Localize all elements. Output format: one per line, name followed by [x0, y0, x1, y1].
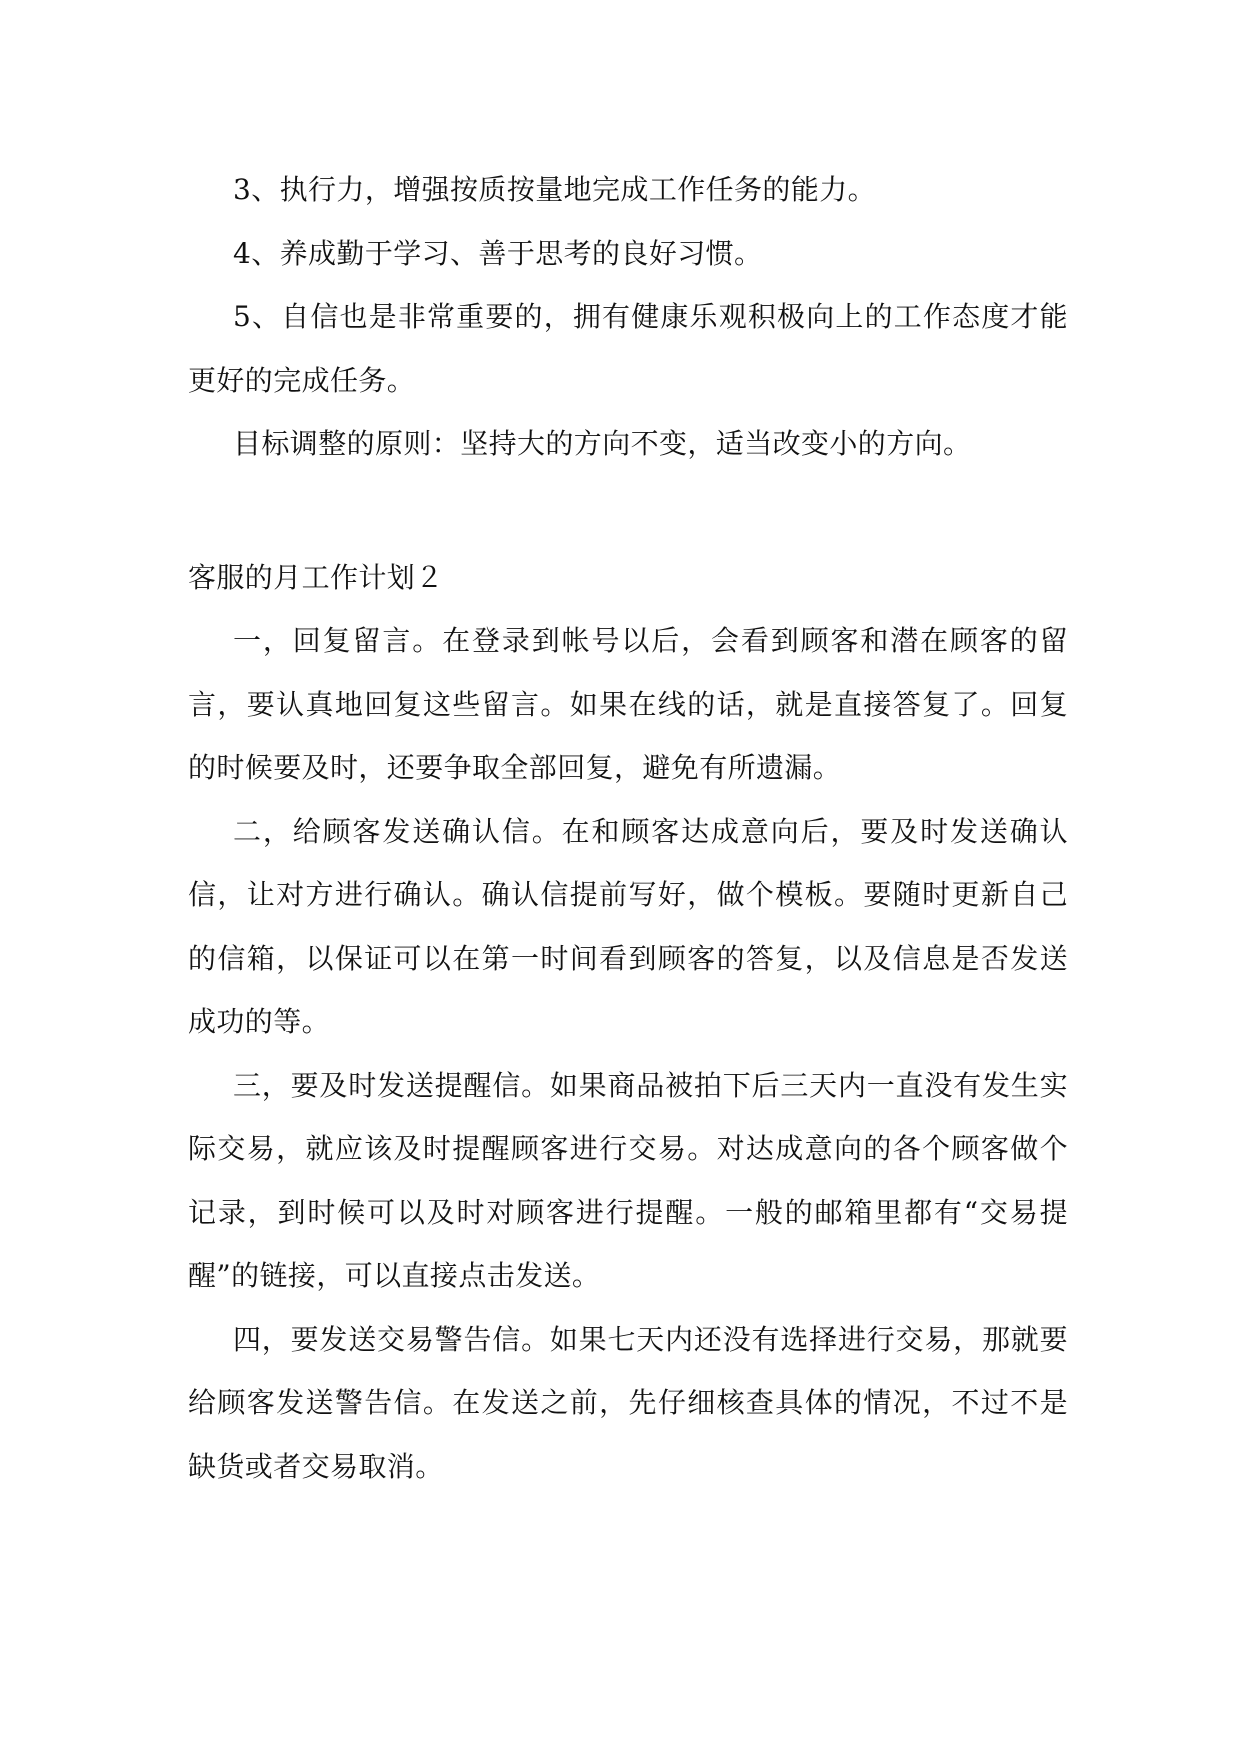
paragraph-warning-letter: 四，要发送交易警告信。如果七天内还没有选择进行交易，那就要给顾客发送警告信。在发送之前，先仔细核查具体的情况，不过不是缺货或者交易取消。 [188, 1322, 1068, 1483]
list-item-execution: 3、执行力，增强按质按量地完成工作任务的能力。 [233, 173, 877, 206]
goal-adjustment-principle: 目标调整的原则：坚持大的方向不变，适当改变小的方向。 [233, 427, 972, 460]
list-item-study-habits: 4、养成勤于学习、善于思考的良好习惯。 [233, 236, 763, 270]
paragraph-reminder-letter: 三，要及时发送提醒信。如果商品被拍下后三天内一直没有发生实际交易，就应该及时提醒顾客进行交易。对达成意向的各个顾客做个记录，到时候可以及时对顾客进行提醒。一般的邮箱里都有“交易提醒”的链接，可以直接点击发送。 [188, 1068, 1068, 1292]
list-item-confidence: 5、自信也是非常重要的，拥有健康乐观积极向上的工作态度才能更好的完成任务。 [188, 300, 1068, 397]
document-body [188, 158, 1068, 1498]
section-title: 客服的月工作计划２ [188, 560, 444, 594]
paragraph-confirmation-letter: 二，给顾客发送确认信。在和顾客达成意向后，要及时发送确认信，让对方进行确认。确认信提前写好，做个模板。要随时更新自己的信箱，以保证可以在第一时间看到顾客的答复，以及信息是否发送成功的等。 [188, 814, 1068, 1038]
paragraph-reply-messages: 一，回复留言。在登录到帐号以后，会看到顾客和潜在顾客的留言，要认真地回复这些留言。如果在线的话，就是直接答复了。回复的时候要及时，还要争取全部回复，避免有所遗漏。 [188, 624, 1068, 784]
